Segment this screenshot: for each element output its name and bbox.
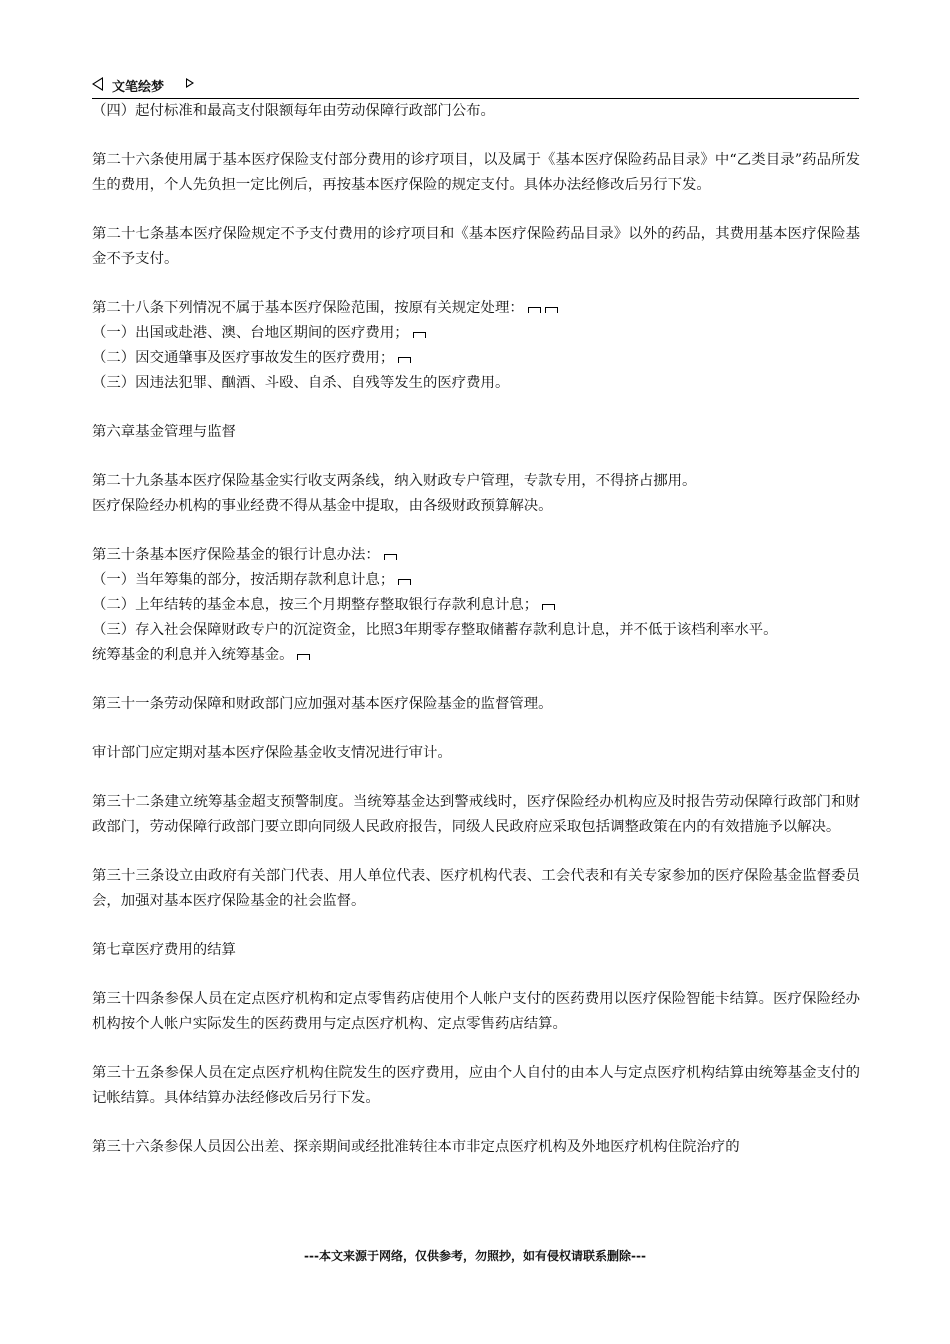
paragraph (92, 346, 860, 371)
line-break-mark-icon (398, 579, 411, 585)
paragraph (92, 568, 860, 593)
line-break-mark-icon (398, 357, 411, 363)
paragraph (92, 469, 860, 494)
paragraph-text: （三）因违法犯罪、酗酒、斗殴、自杀、自残等发生的医疗费用。 (92, 375, 510, 391)
paragraph-text: （一）当年筹集的部分，按活期存款利息计息； (92, 572, 395, 588)
paragraph-text: 第三十一条劳动保障和财政部门应加强对基本医疗保险基金的监督管理。 (92, 696, 553, 712)
paragraph-text: 第二十八条下列情况不属于基本医疗保险范围，按原有关规定处理： (92, 300, 524, 316)
paragraph-gap (92, 1111, 860, 1135)
paragraph-text: （一）出国或赴港、澳、台地区期间的医疗费用； (92, 325, 409, 341)
line-break-mark-icon (542, 604, 555, 610)
line-break-mark-icon (545, 307, 558, 313)
paragraph (92, 494, 860, 519)
paragraph-gap (92, 963, 860, 987)
paragraph (92, 1061, 860, 1111)
paragraph-gap (92, 840, 860, 864)
line-break-mark-icon (297, 654, 310, 660)
paragraph-text: 第七章医疗费用的结算 (92, 942, 236, 958)
line-break-mark-icon (413, 332, 426, 338)
paragraph (92, 790, 860, 840)
page-footer: ---本文来源于网络，仅供参考，勿照抄，如有侵权请联系删除--- (304, 1249, 646, 1263)
paragraph (92, 543, 860, 568)
paragraph-gap (92, 668, 860, 692)
paragraph-gap (92, 717, 860, 741)
paragraph (92, 420, 860, 445)
paragraph-text: 统筹基金的利息并入统筹基金。 (92, 647, 294, 663)
paragraph-text: 第二十六条使用属于基本医疗保险支付部分费用的诊疗项目，以及属于《基本医疗保险药品目录》中“乙类目录”药品所发生的费用，个人先负担一定比例后，再按基本医疗保险的规定支付。具体办法经修改后另行下发。 (92, 152, 860, 193)
paragraph (92, 987, 860, 1037)
paragraph-gap (92, 445, 860, 469)
triangle-left-icon (92, 77, 103, 91)
triangle-right-icon (186, 78, 194, 88)
paragraph-gap (92, 124, 860, 148)
paragraph (92, 593, 860, 618)
paragraph (92, 99, 860, 124)
paragraph (92, 692, 860, 717)
paragraph-text: （二）上年结转的基金本息，按三个月期整存整取银行存款利息计息； (92, 597, 539, 613)
paragraph-text: 第二十九条基本医疗保险基金实行收支两条线，纳入财政专户管理，专款专用，不得挤占挪用。 (92, 473, 697, 489)
document-body (92, 99, 860, 1160)
paragraph-gap (92, 766, 860, 790)
paragraph-gap (92, 1037, 860, 1061)
paragraph-text: 第三十六条参保人员因公出差、探亲期间或经批准转往本市非定点医疗机构及外地医疗机构住院治疗的 (92, 1139, 740, 1155)
paragraph (92, 864, 860, 914)
paragraph (92, 1135, 860, 1160)
paragraph-text: 第三十二条建立统筹基金超支预警制度。当统筹基金达到警戒线时，医疗保险经办机构应及时报告劳动保障行政部门和财政部门，劳动保障行政部门要立即向同级人民政府报告，同级人民政府应采取包括调整政策在内的有效措施予以解决。 (92, 794, 860, 835)
paragraph (92, 321, 860, 346)
paragraph-text: 第三十三条设立由政府有关部门代表、用人单位代表、医疗机构代表、工会代表和有关专家参加的医疗保险基金监督委员会，加强对基本医疗保险基金的社会监督。 (92, 868, 860, 909)
page-header (92, 74, 859, 99)
paragraph (92, 643, 860, 668)
paragraph (92, 618, 860, 643)
paragraph-text: 审计部门应定期对基本医疗保险基金收支情况进行审计。 (92, 745, 452, 761)
line-break-mark-icon (384, 554, 397, 560)
line-break-mark-icon (528, 307, 541, 313)
paragraph-gap (92, 272, 860, 296)
paragraph-text: （三）存入社会保障财政专户的沉淀资金，比照3年期零存整取储蓄存款利息计息，并不低于该档利率水平。 (92, 622, 778, 638)
paragraph-text: 第六章基金管理与监督 (92, 424, 236, 440)
paragraph (92, 741, 860, 766)
paragraph-gap (92, 519, 860, 543)
paragraph-gap (92, 396, 860, 420)
paragraph-text: 医疗保险经办机构的事业经费不得从基金中提取，由各级财政预算解决。 (92, 498, 553, 514)
paragraph-text: 第三十条基本医疗保险基金的银行计息办法： (92, 547, 380, 563)
paragraph (92, 371, 860, 396)
paragraph-gap (92, 198, 860, 222)
paragraph (92, 222, 860, 272)
paragraph-text: （四）起付标准和最高支付限额每年由劳动保障行政部门公布。 (92, 103, 495, 119)
paragraph (92, 148, 860, 198)
paragraph-text: 第三十五条参保人员在定点医疗机构住院发生的医疗费用，应由个人自付的由本人与定点医疗机构结算由统筹基金支付的记帐结算。具体结算办法经修改后另行下发。 (92, 1065, 860, 1106)
paragraph (92, 296, 860, 321)
header-brand: 文笔绘梦 (112, 80, 165, 95)
paragraph-text: 第二十七条基本医疗保险规定不予支付费用的诊疗项目和《基本医疗保险药品目录》以外的药品，其费用基本医疗保险基金不予支付。 (92, 226, 860, 267)
paragraph-text: （二）因交通肇事及医疗事故发生的医疗费用； (92, 350, 395, 366)
paragraph (92, 938, 860, 963)
paragraph-gap (92, 914, 860, 938)
paragraph-text: 第三十四条参保人员在定点医疗机构和定点零售药店使用个人帐户支付的医药费用以医疗保险智能卡结算。医疗保险经办机构按个人帐户实际发生的医药费用与定点医疗机构、定点零售药店结算。 (92, 991, 860, 1032)
